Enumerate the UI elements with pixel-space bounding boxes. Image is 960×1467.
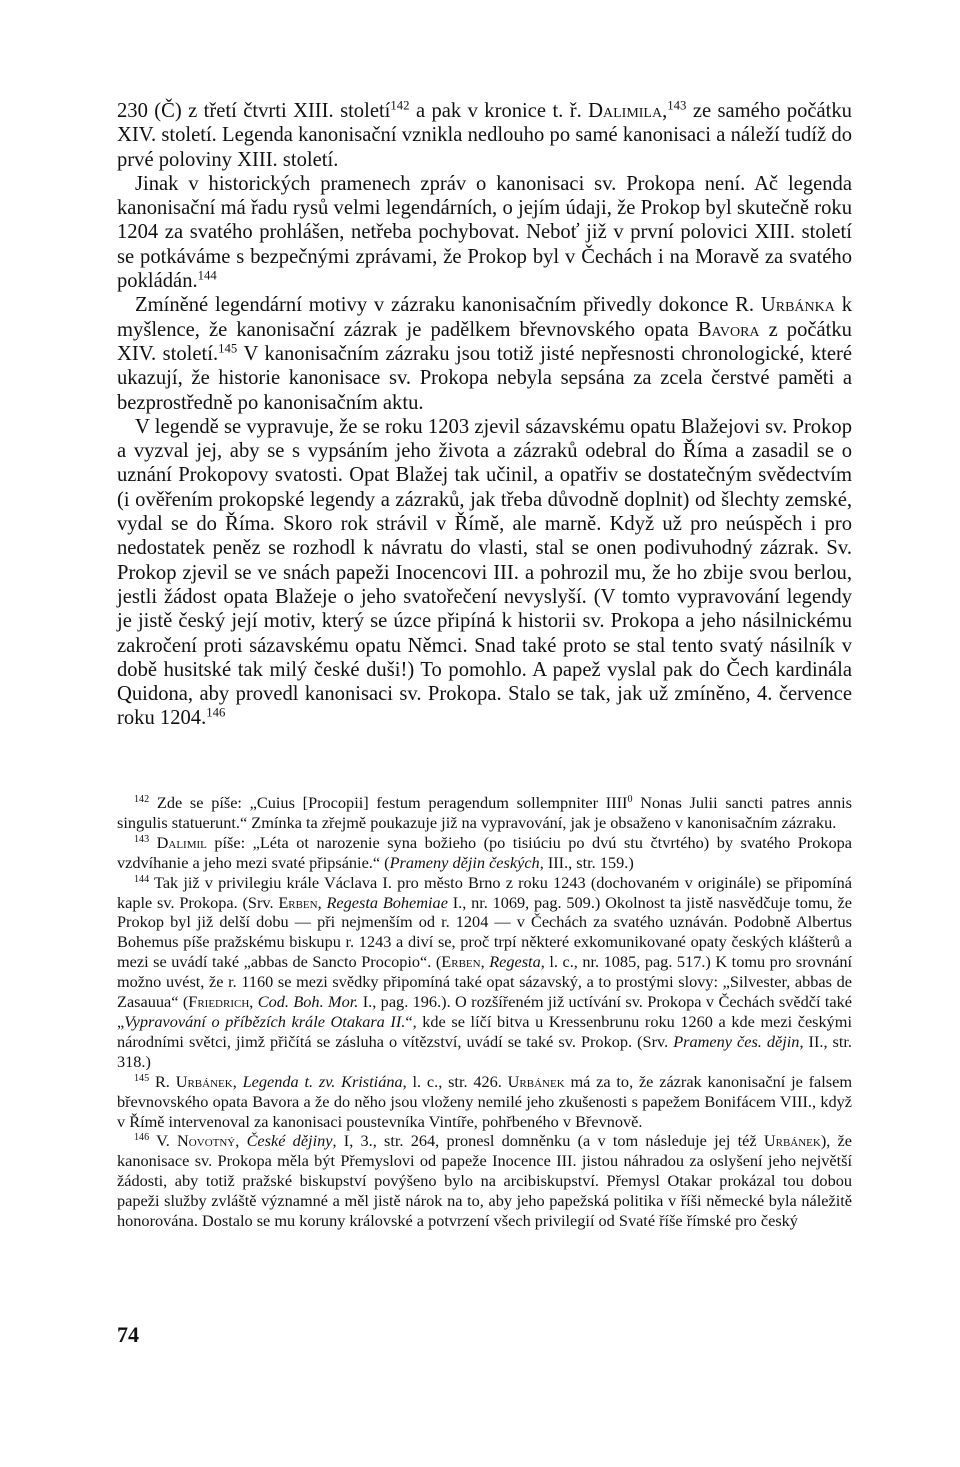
work-title: Prameny dějin českých xyxy=(389,852,540,872)
text-run: V legendě se vypravuje, že se roku 1203 zjevil sázavskému opatu Blažejovi sv. Prokop a vyzval jej, aby se s vypsáním jeho života a zázraků odebral do Říma a zasadil se o uznání Prokopovy svatosti. Opat Blažej tak učinil, a opatřiv se dostatečným svědectvím (i ověřením prokopské legendy a zázraků, jak třeba důvodně doplnit) od šlechty zemské, vydal se do Říma. Skoro rok strávil v Římě, ale marně. Když už pro neúspěch i pro nedostatek peněz se rozhodl k návratu do vlasti, stal se onen podivuhodný zázrak. Sv. Prokop zjevil se ve snách papeži Inocencovi III. a pohrozil mu, že ho zbije svou berlou, jestli žádost opata Blažeje o jeho svatořečení nevyslyší. (V tomto vypravování legendy je jistě český její motiv, který se úzce připíná k historii sv. Prokopa a jeho násilnickému zakročení proti sázavskému opatu Němci. Snad také proto se stal tento svatý násilník v době husitské tak milý české duši!) To pomohlo. A papež vyslal pak do Čech kardinála Quidona, aby provedl kanonisaci sv. Prokopa. Stalo se tak, jak už zmíněno, 4. července roku 1204. xyxy=(117,415,852,730)
note-reference: 142 xyxy=(390,98,410,113)
author-name: Dalimil xyxy=(156,832,207,852)
note-reference: 146 xyxy=(134,1132,150,1144)
text-run: má za to, že zázrak kanonisační je falsem břevnovského opata Bavora a že do něho jsou vloženy nemilé jeho zkušenosti s papežem Bonifácem VIII., když v Římě intervenoval za kanonisaci poustevníka Vintíře, pohřbeného v Břevnově. xyxy=(117,1071,853,1131)
author-name: Urbánek xyxy=(507,1071,565,1091)
work-title: Regesta Bohemiae xyxy=(326,892,448,912)
text-run: 230 (Č) z třetí čtvrti XIII. století xyxy=(117,100,391,122)
text-run: V kanonisačním zázraku jsou totiž jisté nepřesnosti chronologické, které ukazují, že historie kanonisace sv. Prokopa nebyla sepsána za zcela čerstvé paměti a bezprostředně po kanonisačním aktu. xyxy=(117,342,852,414)
work-title: Prameny čes. dějin xyxy=(673,1031,800,1051)
text-run: “, kde se líčí bitva u Kressenbrunu roku 1260 a kde mezi českými národními světci, jimž přičítá se zásluha o vítězství, uvádí se také sv. Prokop. (Srv. xyxy=(117,1011,852,1051)
paragraph xyxy=(117,99,852,172)
author-name: Urbánek xyxy=(763,1131,821,1151)
text-run: , l. c., nr. 1085, pag. 517.) K tomu pro srovnání možno uvést, že r. 1160 se mezi svědky připomíná také opat sázavský, a to prostými slovy: „Silvester, abbas de Zasauua“ ( xyxy=(117,952,852,1012)
author-name: Friedrich xyxy=(188,992,250,1012)
note-reference: 143 xyxy=(667,98,687,113)
text-run: V. xyxy=(149,1131,178,1151)
text-run: , III., str. 159.) xyxy=(539,852,634,872)
note-reference: 145 xyxy=(134,1072,150,1084)
note-reference: 0 xyxy=(627,793,633,805)
text-run: I., pag. 196.). O rozšířeném již uctívání sv. Prokopa v Čechách svědčí také „ xyxy=(117,992,852,1031)
text-run: z počátku XIV. století. xyxy=(117,318,852,365)
text-run: ze samého počátku XIV. století. Legenda kanonisační vznikla nedlouho po samé kanonisaci a náleží tudíž do prvé poloviny XIII. století. xyxy=(117,100,852,171)
footnote xyxy=(117,1131,852,1231)
note-reference: 144 xyxy=(134,873,150,885)
text-run: a pak v kronice t. ř. xyxy=(409,100,589,122)
text-run: Tak již v privilegiu krále Václava I. pro město Brno z roku 1243 (dochovaném v originále) se připomíná kaple sv. Prokopa. (Srv. xyxy=(117,872,852,912)
footnote xyxy=(117,1072,852,1132)
text-run: Jinak v historických pramenech zpráv o kanonisaci sv. Prokopa není. Ač legenda kanonisační má řadu rysů velmi legendárních, o jejím údaji, že Prokop byl skutečně roku 1204 za svatého prohlášen, netřeba pochybovat. Neboť již v první polovici XIII. století se potkáváme s bezpečnými zprávami, že Prokop byl v Čechách i na Moravě za svatého pokládán. xyxy=(117,172,852,293)
text-run: , xyxy=(317,892,327,912)
footnote xyxy=(117,793,852,833)
author-name: Erben xyxy=(441,952,481,972)
work-title: České dějiny xyxy=(246,1131,333,1151)
footnotes xyxy=(117,793,852,1231)
author-name: Urbánka xyxy=(760,294,835,317)
text-run: , xyxy=(232,1071,243,1091)
author-name: Bavora xyxy=(697,318,760,341)
paragraph xyxy=(117,415,852,731)
text-run: I., nr. 1069, pag. 509.) Okolnost ta jistě nasvědčuje tomu, že Prokop byl již delší dobu — při nejmenším od r. 1204 — v Čechách za svatého uznáván. Podobně Albertus Bohemus píše pražskému biskupu r. 1243 a diví se, proč trpí některé exkomunikované opaty českých klášterů a mezi se uvádí také „abbas de Sancto Procopio“. ( xyxy=(117,892,852,972)
paragraph xyxy=(117,172,852,293)
text-run: , l. c., str. 426. xyxy=(402,1071,508,1091)
author-name: Dalimila xyxy=(588,100,663,122)
text-run: k myšlence, že kanonisační zázrak je padělkem břevnovského opata xyxy=(117,294,852,341)
text-run: , xyxy=(662,100,668,122)
text-run: , II., str. 318.) xyxy=(117,1031,853,1071)
work-title: Cod. Boh. Mor. xyxy=(257,992,359,1012)
page-number: 74 xyxy=(117,1322,139,1347)
work-title: Legenda t. zv. Kristiána xyxy=(242,1071,403,1091)
author-name: Erben xyxy=(278,892,318,912)
text-run: R. xyxy=(149,1071,176,1091)
footnote xyxy=(117,873,852,1072)
note-reference: 145 xyxy=(218,341,238,356)
paragraph xyxy=(117,293,852,414)
note-reference: 142 xyxy=(134,793,150,805)
note-reference: 146 xyxy=(206,705,226,720)
note-reference: 143 xyxy=(134,833,150,845)
author-name: Urbánek xyxy=(175,1071,233,1091)
text-run: Nonas Julii sancti patres annis singulis statuerunt.“ Zmínka ta zřejmě poukazuje již na vypravování, jak je obsaženo v kanonisačním zázraku. xyxy=(117,793,853,832)
text-run: Zde se píše: „Cuius [Procopii] festum peragendum sollempniter IIII xyxy=(149,793,628,812)
text-run: , xyxy=(249,992,258,1012)
note-reference: 144 xyxy=(197,268,217,283)
text-run xyxy=(149,833,157,852)
text-run: , xyxy=(235,1131,247,1151)
text-run: píše: „Léta ot narozenie syna božieho (po tisiúciu po dvú stu čtvrtého) by svatého Prokopa vzdvíhanie a jeho mezi svaté připsánie.“ ( xyxy=(117,832,852,872)
main-text xyxy=(117,99,852,731)
text-run: Zmíněné legendární motivy v zázraku kanonisačním přivedly dokonce R. xyxy=(135,294,761,317)
text-run: ), že kanonisace sv. Prokopa měla být Přemyslovi od papeže Inocence III. jistou náhradou za oslyšení jeho největší žádosti, aby totiž pražské biskupství povýšeno bylo na arcibiskupství. Přemysl Otakar prokázal tou dobou papeži služby zvláště významné a měl jistě nárok na to, aby jeho papežská politika v říši německé byla náležitě honorována. Dostalo se mu koruny královské a potvrzení všech privilegií od Svaté říše římské pro český xyxy=(117,1131,853,1231)
work-title: Regesta xyxy=(489,952,541,972)
work-title: Vypravování o příbězích krále Otakara II. xyxy=(124,1011,406,1031)
text-run: , xyxy=(480,952,490,972)
text-run: , I, 3., str. 264, pronesl domněnku (a v tom následuje jej též xyxy=(332,1131,764,1151)
footnote xyxy=(117,833,852,873)
author-name: Novotný xyxy=(177,1131,236,1151)
